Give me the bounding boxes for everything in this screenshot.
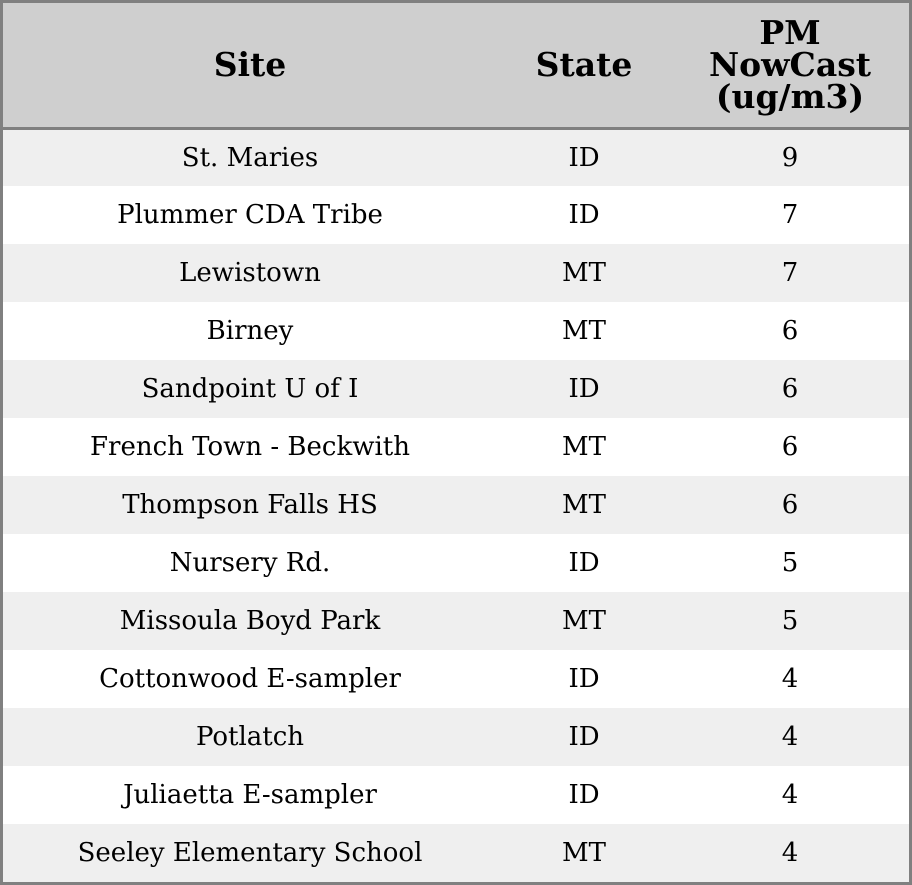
table-row [3,244,909,302]
table-row [3,650,909,708]
table-row [3,708,909,766]
table-row [3,476,909,534]
cell-site: French Town - Beckwith [89,432,411,462]
cell-site: Cottonwood E-sampler [99,664,401,694]
cell-state: ID [568,722,600,752]
cell-state: MT [562,258,606,288]
cell-state: MT [562,606,606,636]
cell-state: ID [568,780,600,810]
column-header-state [497,3,671,128]
table-row [3,418,909,476]
data-table [3,3,909,882]
cell-state: MT [562,432,606,462]
cell-state: ID [568,374,600,404]
cell-state: ID [568,664,600,694]
column-header-site-label: Site [213,44,287,84]
cell-pm-nowcast: 4 [781,838,799,868]
cell-pm-nowcast: 4 [781,664,799,694]
cell-site: Nursery Rd. [169,548,331,578]
column-header-pm-line2: NowCast [708,44,872,84]
cell-site: Seeley Elementary School [77,838,423,868]
header-row [3,3,909,128]
cell-pm-nowcast: 5 [781,548,799,578]
cell-site: Lewistown [179,258,321,288]
table-row [3,824,909,882]
column-header-site [3,3,497,128]
cell-site: Potlatch [195,722,305,752]
cell-site: Missoula Boyd Park [119,606,381,636]
table-body [3,128,909,882]
cell-pm-nowcast: 6 [781,432,799,462]
table-row [3,360,909,418]
table-row [3,186,909,244]
cell-pm-nowcast: 6 [781,374,799,404]
cell-pm-nowcast: 4 [781,780,799,810]
cell-site: Birney [206,316,294,346]
cell-pm-nowcast: 7 [781,200,799,230]
cell-state: ID [568,142,600,173]
cell-state: MT [562,838,606,868]
table-row [3,534,909,592]
cell-site: Plummer CDA Tribe [117,200,383,230]
column-header-state-label: State [535,44,633,84]
column-header-pm-line1: PM [759,12,821,52]
table-row [3,128,909,186]
cell-state: MT [562,316,606,346]
cell-site: Thompson Falls HS [122,490,378,520]
column-header-pm-line3: (ug/m3) [715,76,865,116]
cell-state: ID [568,200,600,230]
table-header [3,3,909,128]
cell-site: Juliaetta E-sampler [123,780,377,810]
table-row [3,766,909,824]
table-row [3,302,909,360]
cell-pm-nowcast: 9 [781,142,799,173]
cell-pm-nowcast: 6 [781,316,799,346]
cell-pm-nowcast: 5 [781,606,799,636]
cell-state: MT [562,490,606,520]
table-row [3,592,909,650]
cell-site: Sandpoint U of I [141,374,359,404]
cell-pm-nowcast: 7 [781,258,799,288]
cell-pm-nowcast: 6 [781,490,799,520]
cell-pm-nowcast: 4 [781,722,799,752]
cell-state: ID [568,548,600,578]
column-header-pm-nowcast [671,3,909,128]
cell-site: St. Maries [181,142,319,173]
